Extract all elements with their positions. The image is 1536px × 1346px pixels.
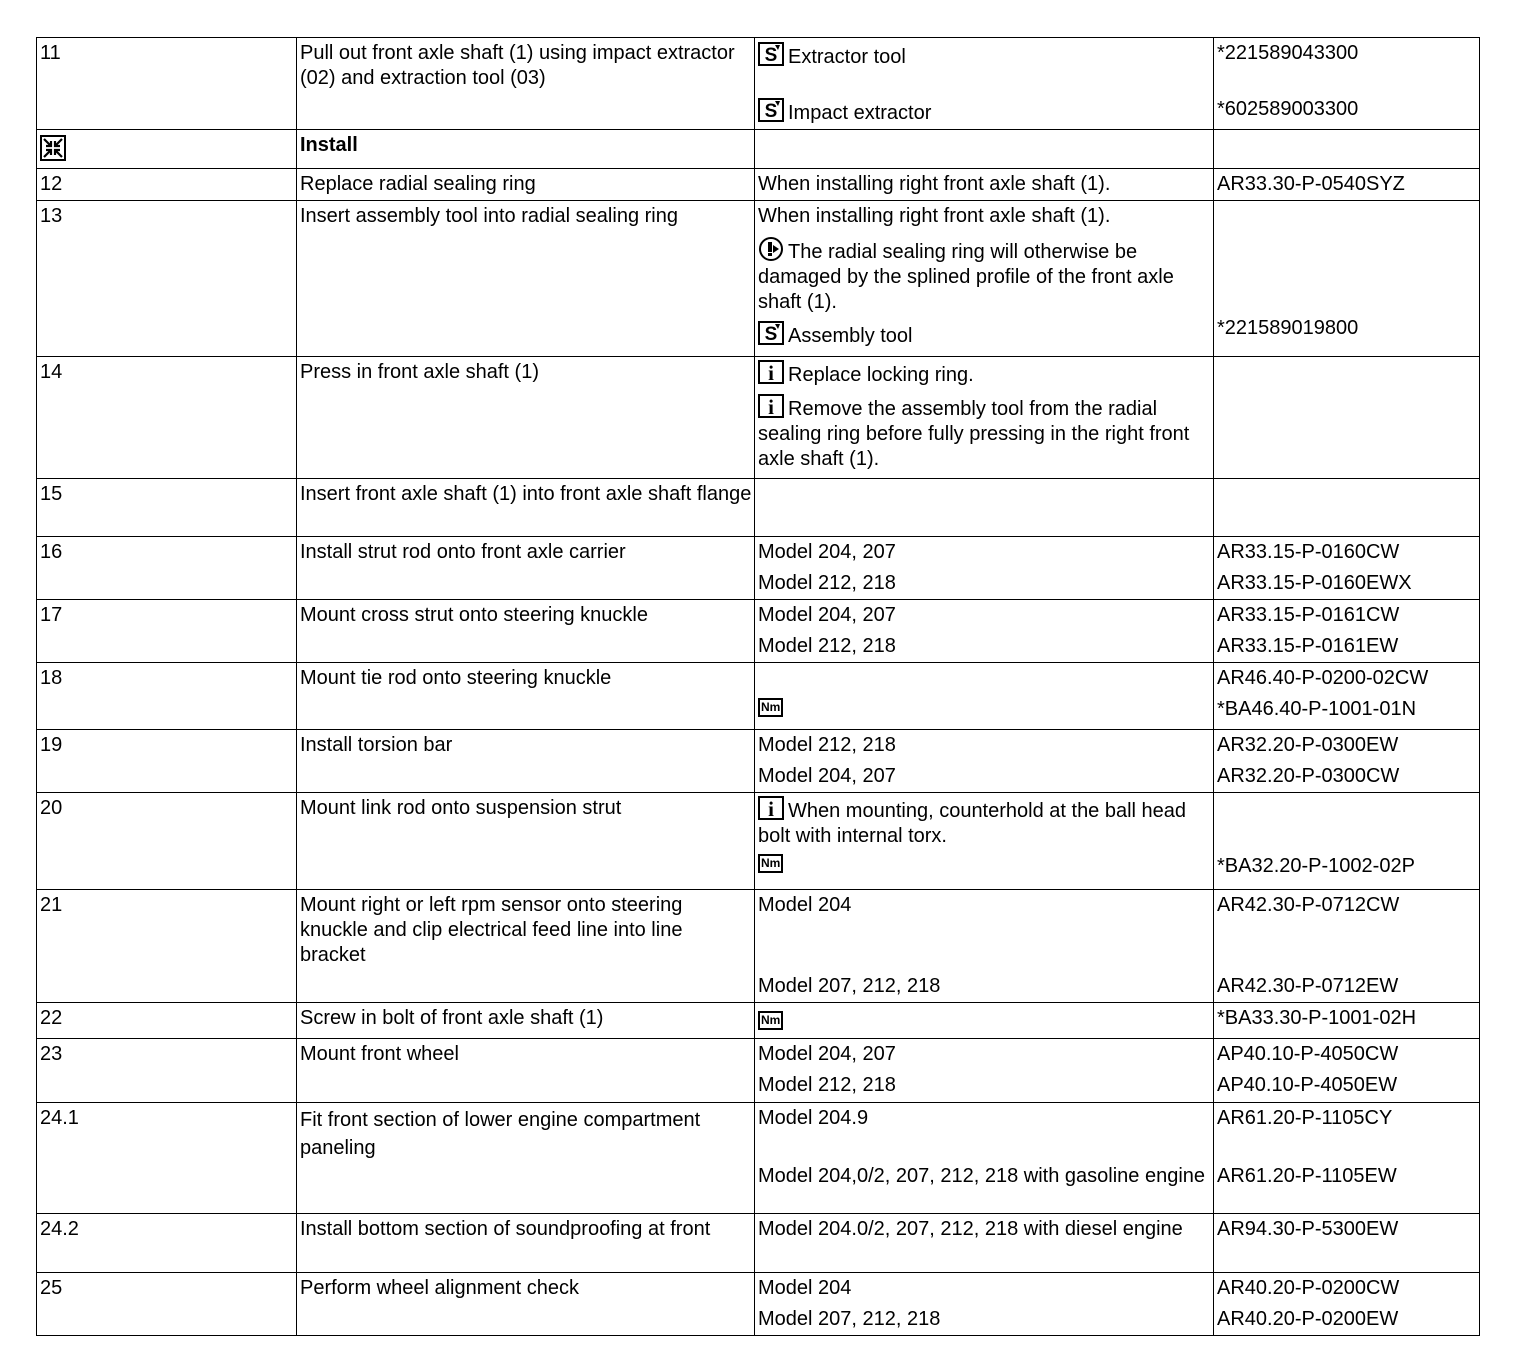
step-number: 17 bbox=[37, 600, 297, 663]
table-row bbox=[37, 1214, 1480, 1273]
step-number: 19 bbox=[37, 730, 297, 793]
svg-text:S: S bbox=[764, 45, 778, 66]
special-tool-icon bbox=[758, 98, 784, 122]
step-task: Mount tie rod onto steering knuckle bbox=[297, 663, 755, 730]
step-number: 23 bbox=[37, 1039, 297, 1103]
torque-icon: Nm bbox=[758, 1011, 783, 1030]
install-icon bbox=[40, 135, 66, 161]
table-row bbox=[37, 1103, 1480, 1214]
step-task: Mount front wheel bbox=[297, 1039, 755, 1103]
reference-code: *BA33.30-P-1001-02H bbox=[1214, 1003, 1480, 1039]
step-notes bbox=[755, 537, 1214, 600]
step-task: Screw in bolt of front axle shaft (1) bbox=[297, 1003, 755, 1039]
note-text: Model 212, 218 bbox=[758, 635, 896, 657]
step-task: Fit front section of lower engine compartment paneling bbox=[297, 1103, 755, 1214]
step-notes bbox=[755, 357, 1214, 479]
svg-text:i: i bbox=[768, 395, 774, 418]
reference-code: AR61.20-P-1105EW bbox=[1217, 1165, 1397, 1187]
reference-code: *221589019800 bbox=[1217, 317, 1359, 339]
note-text: Model 204, 207 bbox=[758, 765, 896, 787]
reference-code: *221589043300 bbox=[1217, 42, 1359, 64]
note-text: The radial sealing ring will otherwise be damaged by the splined profile of the front axle shaft (1). bbox=[758, 241, 1174, 313]
note-text: Model 207, 212, 218 bbox=[758, 975, 941, 997]
reference-cell bbox=[1214, 1273, 1480, 1336]
svg-text:i: i bbox=[768, 797, 774, 820]
step-task: Mount link rod onto suspension strut bbox=[297, 793, 755, 890]
table-row bbox=[37, 357, 1480, 479]
step-notes bbox=[755, 730, 1214, 793]
note-text: Model 204, 207 bbox=[758, 1043, 896, 1065]
note-text: Extractor tool bbox=[788, 46, 906, 68]
step-notes bbox=[755, 890, 1214, 1003]
info-icon bbox=[758, 796, 784, 820]
reference-cell bbox=[1214, 890, 1480, 1003]
section-heading: Install bbox=[297, 130, 755, 169]
table-row bbox=[37, 793, 1480, 890]
table-row bbox=[37, 537, 1480, 600]
note-text: Model 204 bbox=[758, 1277, 852, 1299]
step-number: 25 bbox=[37, 1273, 297, 1336]
reference-code: *BA32.20-P-1002-02P bbox=[1217, 855, 1415, 877]
step-task: Install bottom section of soundproofing at front bbox=[297, 1214, 755, 1273]
reference-code: AR42.30-P-0712CW bbox=[1217, 894, 1400, 916]
step-notes bbox=[755, 1039, 1214, 1103]
step-notes bbox=[755, 600, 1214, 663]
step-task: Mount cross strut onto steering knuckle bbox=[297, 600, 755, 663]
step-number: 22 bbox=[37, 1003, 297, 1039]
table-row bbox=[37, 730, 1480, 793]
reference-cell bbox=[1214, 201, 1480, 357]
reference-cell bbox=[1214, 1039, 1480, 1103]
torque-icon: Nm bbox=[758, 854, 783, 873]
step-notes: When installing right front axle shaft (1). bbox=[755, 169, 1214, 201]
table-row bbox=[37, 890, 1480, 1003]
reference-code: AR94.30-P-5300EW bbox=[1214, 1214, 1480, 1273]
step-number: 24.2 bbox=[37, 1214, 297, 1273]
step-notes bbox=[755, 1273, 1214, 1336]
step-task: Replace radial sealing ring bbox=[297, 169, 755, 201]
step-number: 15 bbox=[37, 479, 297, 537]
note-text: Model 204, 207 bbox=[758, 541, 896, 563]
reference-code: AR33.15-P-0161CW bbox=[1217, 604, 1400, 626]
step-number: 21 bbox=[37, 890, 297, 1003]
step-number: 12 bbox=[37, 169, 297, 201]
svg-text:i: i bbox=[768, 361, 774, 384]
special-tool-icon bbox=[758, 321, 784, 345]
step-notes bbox=[755, 793, 1214, 890]
step-number: 20 bbox=[37, 793, 297, 890]
step-notes bbox=[755, 1003, 1214, 1039]
reference-code: AR61.20-P-1105CY bbox=[1217, 1107, 1393, 1129]
step-task: Pull out front axle shaft (1) using impact extractor (02) and extraction tool (03) bbox=[297, 38, 755, 130]
table-row bbox=[37, 1273, 1480, 1336]
step-number: 11 bbox=[37, 38, 297, 130]
step-task: Mount right or left rpm sensor onto steering knuckle and clip electrical feed line into line bracket bbox=[297, 890, 755, 1003]
step-number: 24.1 bbox=[37, 1103, 297, 1214]
note-text: Impact extractor bbox=[788, 102, 932, 124]
step-task: Install torsion bar bbox=[297, 730, 755, 793]
reference-code: AP40.10-P-4050EW bbox=[1217, 1074, 1398, 1096]
step-number: 14 bbox=[37, 357, 297, 479]
svg-text:S: S bbox=[764, 101, 778, 122]
table-row bbox=[37, 663, 1480, 730]
reference-code: AR40.20-P-0200CW bbox=[1217, 1277, 1400, 1299]
reference-code: *602589003300 bbox=[1217, 98, 1359, 120]
step-task: Insert assembly tool into radial sealing ring bbox=[297, 201, 755, 357]
table-row bbox=[37, 201, 1480, 357]
note-text: Replace locking ring. bbox=[788, 364, 974, 386]
note-text: When mounting, counterhold at the ball head bolt with internal torx. bbox=[758, 800, 1187, 847]
reference-cell bbox=[1214, 793, 1480, 890]
reference-code: AR32.20-P-0300CW bbox=[1217, 765, 1400, 787]
warning-icon bbox=[758, 237, 784, 261]
note-text: When installing right front axle shaft (1). bbox=[758, 205, 1111, 227]
reference-cell bbox=[1214, 1103, 1480, 1214]
reference-code: AR46.40-P-0200-02CW bbox=[1217, 667, 1429, 689]
reference-code: AR33.15-P-0160EWX bbox=[1217, 572, 1412, 594]
step-task: Press in front axle shaft (1) bbox=[297, 357, 755, 479]
note-text: Model 212, 218 bbox=[758, 734, 896, 756]
reference-code: AR33.15-P-0161EW bbox=[1217, 635, 1399, 657]
reference-cell bbox=[1214, 600, 1480, 663]
step-notes bbox=[755, 201, 1214, 357]
note-text: Model 212, 218 bbox=[758, 572, 896, 594]
step-icon-cell bbox=[37, 130, 297, 169]
step-number: 16 bbox=[37, 537, 297, 600]
step-notes bbox=[755, 663, 1214, 730]
step-number: 18 bbox=[37, 663, 297, 730]
reference-code: AP40.10-P-4050CW bbox=[1217, 1043, 1399, 1065]
torque-icon: Nm bbox=[758, 698, 783, 717]
reference-cell bbox=[1214, 663, 1480, 730]
step-number: 13 bbox=[37, 201, 297, 357]
reference-code: AR33.30-P-0540SYZ bbox=[1214, 169, 1480, 201]
table-row bbox=[37, 1003, 1480, 1039]
table-row bbox=[37, 479, 1480, 537]
reference-cell bbox=[1214, 38, 1480, 130]
table-row bbox=[37, 600, 1480, 663]
reference-code: AR42.30-P-0712EW bbox=[1217, 975, 1399, 997]
step-notes bbox=[755, 1103, 1214, 1214]
note-text: Assembly tool bbox=[788, 325, 913, 347]
step-task: Install strut rod onto front axle carrier bbox=[297, 537, 755, 600]
info-icon bbox=[758, 360, 784, 384]
procedure-table bbox=[36, 37, 1480, 1336]
reference-cell bbox=[1214, 537, 1480, 600]
info-icon bbox=[758, 394, 784, 418]
reference-code: AR32.20-P-0300EW bbox=[1217, 734, 1399, 756]
step-task: Insert front axle shaft (1) into front axle shaft flange bbox=[297, 479, 755, 537]
step-notes bbox=[755, 38, 1214, 130]
reference-code: AR40.20-P-0200EW bbox=[1217, 1308, 1399, 1330]
table-row bbox=[37, 1039, 1480, 1103]
note-text: Model 212, 218 bbox=[758, 1074, 896, 1096]
table-row bbox=[37, 130, 1480, 169]
note-text: Model 204, 207 bbox=[758, 604, 896, 626]
reference-code: AR33.15-P-0160CW bbox=[1217, 541, 1400, 563]
step-notes: Model 204.0/2, 207, 212, 218 with diesel engine bbox=[755, 1214, 1214, 1273]
note-text: Remove the assembly tool from the radial sealing ring before fully pressing in the right front axle shaft (1). bbox=[758, 398, 1190, 470]
table-row bbox=[37, 38, 1480, 130]
reference-cell bbox=[1214, 730, 1480, 793]
step-task: Perform wheel alignment check bbox=[297, 1273, 755, 1336]
note-text: Model 204,0/2, 207, 212, 218 with gasoline engine bbox=[758, 1165, 1206, 1187]
svg-text:S: S bbox=[764, 324, 778, 345]
table-row bbox=[37, 169, 1480, 201]
note-text: Model 204.9 bbox=[758, 1107, 869, 1129]
note-text: Model 204 bbox=[758, 894, 852, 916]
reference-code: *BA46.40-P-1001-01N bbox=[1217, 698, 1417, 720]
note-text: Model 207, 212, 218 bbox=[758, 1308, 941, 1330]
special-tool-icon bbox=[758, 42, 784, 66]
